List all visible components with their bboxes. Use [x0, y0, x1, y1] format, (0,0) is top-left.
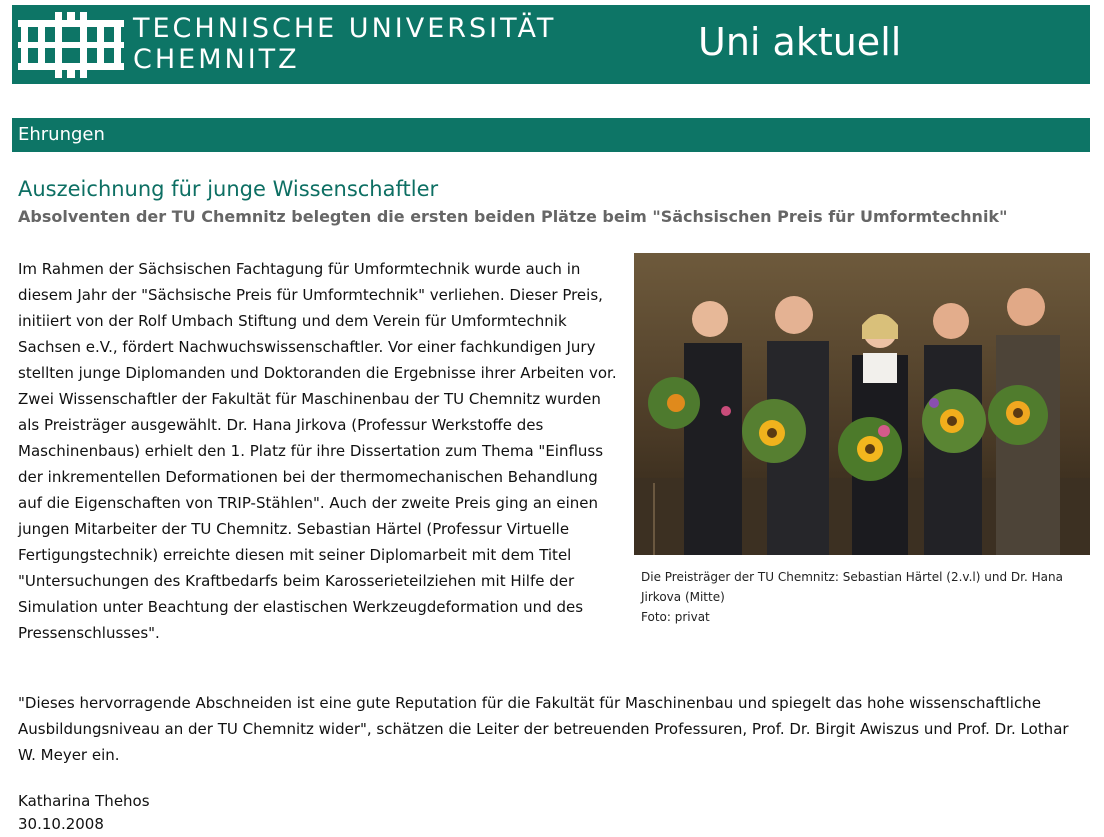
article-author: Katharina Thehos: [18, 792, 150, 810]
article-body: Im Rahmen der Sächsischen Fachtagung für Umformtechnik wurde auch in diesem Jahr der "Sächsische Preis für Umformtechnik" verliehen. Dieser Preis, initiiert von der Rolf Umbach Stiftung und dem Verein für Umformtechnik Sachsen e.V., fördert Nachwuchswissenschaftler. Vor einer fachkundigen Jury stellten junge Diplomanden und Doktoranden die Ergebnisse ihrer Arbeiten vor. Zwei Wissenschaftler der Fakultät für Maschinenbau der TU Chemnitz wurden als Preisträger ausgewählt. Dr. Hana Jirkova (Professur Werkstoffe des Maschinenbaus) erhielt den 1. Platz für ihre Dissertation zum Thema "Einfluss der inkrementellen Deformationen bei der thermomechanischen Behandlung auf die Eigenschaften von TRIP-Stählen". Auch der zweite Preis ging an einen jungen Mitarbeiter der TU Chemnitz. Sebastian Härtel (Professur Virtuelle Fertigungstechnik) erreichte diesen mit seiner Diplomarbeit mit dem Titel "Untersuchungen des Kraftbedarfs beim Karosserieteilziehen mit Hilfe der Simulation unter Beachtung der elastischen Werkzeugdeformation und des Pressenschlusses".: [18, 260, 617, 642]
university-name-line1: TECHNISCHE UNIVERSITÄT: [133, 13, 557, 44]
tu-chemnitz-logo-icon[interactable]: [18, 12, 124, 78]
article-headline: Auszeichnung für junge Wissenschaftler: [18, 177, 439, 201]
university-name-line2: CHEMNITZ: [133, 44, 300, 75]
page-title: Uni aktuell: [698, 20, 902, 64]
section-bar: [12, 118, 1090, 152]
article-quote: "Dieses hervorragende Abschneiden ist eine gute Reputation für die Fakultät für Maschinenbau und spiegelt das hohe wissenschaftliche Ausbildungsniveau an der TU Chemnitz wider", schätzen die Leiter der betreuenden Professuren, Prof. Dr. Birgit Awiszus und Prof. Dr. Lothar W. Meyer ein.: [18, 694, 1069, 764]
section-label: Ehrungen: [18, 124, 105, 145]
article-byline: [18, 790, 150, 836]
award-winners-photo: [634, 253, 1090, 555]
article-date: 30.10.2008: [18, 815, 104, 833]
article-subheadline: Absolventen der TU Chemnitz belegten die ersten beiden Plätze beim "Sächsischen Preis für Umformtechnik": [18, 207, 1008, 226]
site-header: [12, 5, 1090, 84]
photo-credit: Foto: privat: [641, 610, 710, 624]
university-name: [133, 13, 556, 75]
award-winners-photo-illustration: [634, 253, 1090, 555]
photo-caption: [641, 567, 1071, 627]
photo-caption-text: Die Preisträger der TU Chemnitz: Sebastian Härtel (2.v.l) und Dr. Hana Jirkova (Mitte): [641, 570, 1063, 604]
